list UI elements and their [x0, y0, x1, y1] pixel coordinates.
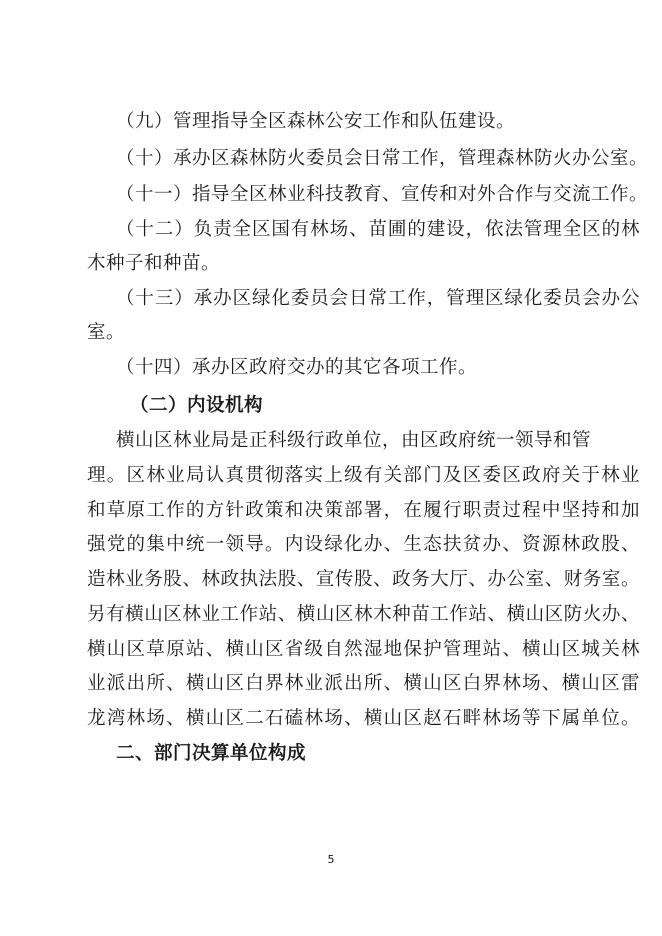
paragraph-line: 横山区草原站、横山区省级自然湿地保护管理站、横山区城关林 [87, 639, 640, 660]
duty-item-14: （十四）承办区政府交办的其它各项工作。 [116, 357, 478, 378]
section-heading-unit-composition: 二、部门决算单位构成 [116, 743, 307, 764]
paragraph-line: 横山区林业局是正科级行政单位，由区政府统一领导和管 [116, 430, 592, 451]
paragraph-line: 业派出所、横山区白界林业派出所、横山区白界林场、横山区雷 [87, 673, 640, 694]
duty-item-11: （十一）指导全区林业科技教育、宣传和对外合作与交流工作。 [116, 184, 649, 205]
duty-item-10: （十）承办区森林防火委员会日常工作，管理森林防火办公室。 [116, 148, 649, 169]
paragraph-line: 另有横山区林业工作站、横山区林木种苗工作站、横山区防火办、 [87, 604, 640, 625]
duty-item-13-line2: 室。 [87, 322, 126, 343]
paragraph-line: 理。区林业局认真贯彻落实上级有关部门及区委区政府关于林业 [87, 465, 640, 486]
page-number: 5 [327, 853, 335, 866]
duty-item-13-line1: （十三）承办区绿化委员会日常工作，管理区绿化委员会办公 [116, 288, 640, 309]
duty-item-12-line1: （十二）负责全区国有林场、苗圃的建设，依法管理全区的林 [116, 219, 640, 240]
paragraph-line: 强党的集中统一领导。内设绿化办、生态扶贫办、资源林政股、 [87, 534, 640, 555]
duty-item-9: （九）管理指导全区森林公安工作和队伍建设。 [116, 111, 516, 132]
section-heading-internal-structure: （二）内设机构 [130, 395, 264, 416]
paragraph-line: 造林业务股、林政执法股、宣传股、政务大厅、办公室、财务室。 [87, 569, 640, 590]
duty-item-12-line2: 木种子和种苗。 [87, 253, 221, 274]
paragraph-line: 和草原工作的方针政策和决策部署，在履行职责过程中坚持和加 [87, 500, 640, 521]
paragraph-line: 龙湾林场、横山区二石磕林场、横山区赵石畔林场等下属单位。 [87, 708, 640, 729]
